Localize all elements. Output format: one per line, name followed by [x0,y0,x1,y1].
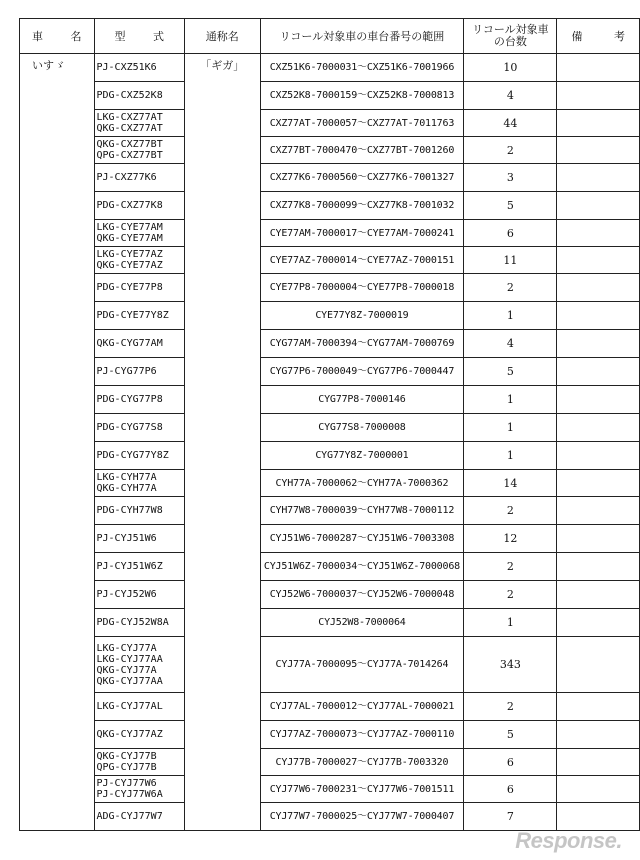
watermark-logo: Response. [515,828,622,853]
note-cell [557,414,640,442]
model-cell [94,274,184,302]
chassis-range-cell: CXZ52K8-7000159～CXZ52K8-7000813 [260,82,464,110]
chassis-range-cell: CYG77P6-7000049～CYG77P6-7000447 [260,358,464,386]
model-code: QKG-CYH77A [96,483,157,494]
model-code: PDG-CXZ52K8 [96,90,163,101]
table-row [20,803,640,831]
model-cell [94,609,184,637]
model-cell [94,525,184,553]
note-cell [557,220,640,247]
model-code: QKG-CYJ77AZ [96,729,163,740]
model-cell [94,553,184,581]
model-code: LKG-CYH77A [96,472,157,483]
header-count [464,19,557,54]
model-cell [94,637,184,693]
vehicle-count-cell: 2 [464,497,557,525]
model-cell [94,386,184,414]
note-cell [557,358,640,386]
note-cell [557,553,640,581]
chassis-range-cell: CYJ77W7-7000025～CYJ77W7-7000407 [260,803,464,831]
model-cell [94,470,184,497]
chassis-range-cell: CYJ51W6Z-7000034～CYJ51W6Z-7000068 [260,553,464,581]
table-row [20,721,640,749]
recall-table-sheet [19,18,640,831]
vehicle-count-cell: 7 [464,803,557,831]
chassis-range-cell: CYE77P8-7000004～CYE77P8-7000018 [260,274,464,302]
model-code: PJ-CYJ51W6Z [96,561,163,572]
model-code: QKG-CYE77AZ [96,260,163,271]
note-cell [557,164,640,192]
model-cell [94,721,184,749]
vehicle-count-cell: 1 [464,386,557,414]
table-row [20,637,640,693]
note-cell [557,247,640,274]
note-cell [557,637,640,693]
model-code: PDG-CYE77P8 [96,282,163,293]
model-cell [94,54,184,82]
model-cell [94,220,184,247]
table-row [20,192,640,220]
vehicle-count-cell: 10 [464,54,557,82]
table-row [20,164,640,192]
vehicle-count-cell: 11 [464,247,557,274]
model-cell [94,776,184,803]
model-code: QKG-CYJ77AA [96,675,163,687]
chassis-range-cell: CYJ52W6-7000037～CYJ52W6-7000048 [260,581,464,609]
model-cell [94,302,184,330]
table-row [20,693,640,721]
vehicle-count-cell: 1 [464,442,557,470]
table-row [20,330,640,358]
model-cell [94,442,184,470]
chassis-range-cell: CYJ77AZ-7000073～CYJ77AZ-7000110 [260,721,464,749]
vehicle-count-cell: 2 [464,693,557,721]
chassis-range-cell: CYE77Y8Z-7000019 [260,302,464,330]
vehicle-count-cell: 14 [464,470,557,497]
vehicle-count-cell: 6 [464,776,557,803]
model-code: LKG-CYE77AM [96,222,163,233]
model-code: ADG-CYJ77W7 [96,811,163,822]
vehicle-count-cell: 5 [464,721,557,749]
model-code: QKG-CYE77AM [96,233,163,244]
model-code: QPG-CYJ77B [96,762,157,773]
model-code: PJ-CXZ77K6 [96,172,157,183]
table-row [20,581,640,609]
table-row [20,358,640,386]
header-maker: 車 名 [20,19,95,54]
model-cell [94,247,184,274]
recall-table [19,18,640,831]
note-cell [557,749,640,776]
table-row [20,110,640,137]
note-cell [557,581,640,609]
note-cell [557,470,640,497]
model-code: PDG-CYG77Y8Z [96,450,169,461]
table-row [20,609,640,637]
maker-cell: いすゞ [20,54,95,831]
chassis-range-cell: CYG77P8-7000146 [260,386,464,414]
chassis-range-cell: CYG77S8-7000008 [260,414,464,442]
model-code: PJ-CXZ51K6 [96,62,157,73]
vehicle-count-cell: 2 [464,553,557,581]
model-cell [94,192,184,220]
model-code: PDG-CYG77P8 [96,394,163,405]
chassis-range-cell: CYJ77B-7000027～CYJ77B-7003320 [260,749,464,776]
model-cell [94,693,184,721]
model-code: PDG-CYJ52W8A [96,617,169,628]
model-cell [94,164,184,192]
vehicle-count-cell: 5 [464,358,557,386]
table-row [20,82,640,110]
chassis-range-cell: CXZ77AT-7000057～CXZ77AT-7011763 [260,110,464,137]
chassis-range-cell: CXZ77K8-7000099～CXZ77K8-7001032 [260,192,464,220]
chassis-range-cell: CYH77A-7000062～CYH77A-7000362 [260,470,464,497]
header-note: 備 考 [557,19,640,54]
table-row [20,386,640,414]
vehicle-count-cell: 2 [464,137,557,164]
vehicle-count-cell: 2 [464,581,557,609]
vehicle-count-cell: 1 [464,414,557,442]
model-code: PDG-CXZ77K8 [96,200,163,211]
model-cell [94,358,184,386]
table-row [20,497,640,525]
header-range: リコール対象車の車台番号の範囲 [260,19,464,54]
model-cell [94,414,184,442]
vehicle-count-cell: 1 [464,302,557,330]
vehicle-count-cell: 44 [464,110,557,137]
note-cell [557,803,640,831]
chassis-range-cell: CXZ51K6-7000031～CXZ51K6-7001966 [260,54,464,82]
table-row [20,470,640,497]
note-cell [557,274,640,302]
model-cell [94,110,184,137]
model-code: PDG-CYE77Y8Z [96,310,169,321]
model-code: PJ-CYJ52W6 [96,589,157,600]
chassis-range-cell: CYJ77W6-7000231～CYJ77W6-7001511 [260,776,464,803]
chassis-range-cell: CYG77AM-7000394～CYG77AM-7000769 [260,330,464,358]
table-row [20,414,640,442]
vehicle-count-cell: 6 [464,749,557,776]
note-cell [557,192,640,220]
header-count-line1: リコール対象車 [472,23,549,36]
vehicle-count-cell: 1 [464,609,557,637]
model-code: QKG-CXZ77BT [96,139,163,150]
table-row [20,749,640,776]
model-cell [94,330,184,358]
note-cell [557,497,640,525]
note-cell [557,54,640,82]
model-cell [94,137,184,164]
header-nickname: 通称名 [184,19,260,54]
model-code: PJ-CYJ51W6 [96,533,157,544]
table-row [20,302,640,330]
table-row [20,274,640,302]
chassis-range-cell: CYH77W8-7000039～CYH77W8-7000112 [260,497,464,525]
chassis-range-cell: CYJ52W8-7000064 [260,609,464,637]
table-row [20,137,640,164]
table-row [20,553,640,581]
note-cell [557,137,640,164]
vehicle-count-cell: 6 [464,220,557,247]
model-code: LKG-CYJ77AL [96,701,163,712]
note-cell [557,721,640,749]
model-code: LKG-CYJ77A [96,642,157,654]
chassis-range-cell: CYE77AZ-7000014～CYE77AZ-7000151 [260,247,464,274]
chassis-range-cell: CXZ77BT-7000470～CXZ77BT-7001260 [260,137,464,164]
vehicle-count-cell: 5 [464,192,557,220]
model-code: PDG-CYG77S8 [96,422,163,433]
chassis-range-cell: CYE77AM-7000017～CYE77AM-7000241 [260,220,464,247]
model-cell [94,82,184,110]
model-code: QKG-CYJ77B [96,751,157,762]
note-cell [557,302,640,330]
model-cell [94,581,184,609]
nickname-cell: 「ギガ」 [184,54,260,831]
table-row [20,442,640,470]
model-code: LKG-CYE77AZ [96,249,163,260]
note-cell [557,693,640,721]
header-count-line2: の台数 [493,35,527,48]
note-cell [557,609,640,637]
model-code: QKG-CYJ77A [96,664,157,676]
chassis-range-cell: CYJ77AL-7000012～CYJ77AL-7000021 [260,693,464,721]
note-cell [557,442,640,470]
vehicle-count-cell: 3 [464,164,557,192]
note-cell [557,776,640,803]
vehicle-count-cell: 2 [464,274,557,302]
note-cell [557,525,640,553]
note-cell [557,82,640,110]
table-row [20,220,640,247]
header-model: 型 式 [94,19,184,54]
note-cell [557,110,640,137]
vehicle-count-cell: 4 [464,330,557,358]
model-cell [94,497,184,525]
table-row [20,776,640,803]
recall-table-body [20,54,640,831]
vehicle-count-cell: 343 [464,637,557,693]
header-row [20,19,640,54]
vehicle-count-cell: 12 [464,525,557,553]
model-code: LKG-CXZ77AT [96,112,163,123]
table-row [20,525,640,553]
table-row [20,247,640,274]
chassis-range-cell: CYJ51W6-7000287～CYJ51W6-7003308 [260,525,464,553]
model-code: LKG-CYJ77AA [96,653,163,665]
model-code: PDG-CYH77W8 [96,505,163,516]
chassis-range-cell: CXZ77K6-7000560～CXZ77K6-7001327 [260,164,464,192]
model-code: PJ-CYJ77W6 [96,778,157,789]
chassis-range-cell: CYJ77A-7000095～CYJ77A-7014264 [260,637,464,693]
model-code: QKG-CXZ77AT [96,123,163,134]
note-cell [557,330,640,358]
note-cell [557,386,640,414]
model-code: QPG-CXZ77BT [96,150,163,161]
model-code: QKG-CYG77AM [96,338,163,349]
chassis-range-cell: CYG77Y8Z-7000001 [260,442,464,470]
model-cell [94,803,184,831]
table-row [20,54,640,82]
model-cell [94,749,184,776]
model-code: PJ-CYG77P6 [96,366,157,377]
vehicle-count-cell: 4 [464,82,557,110]
model-code: PJ-CYJ77W6A [96,789,163,800]
